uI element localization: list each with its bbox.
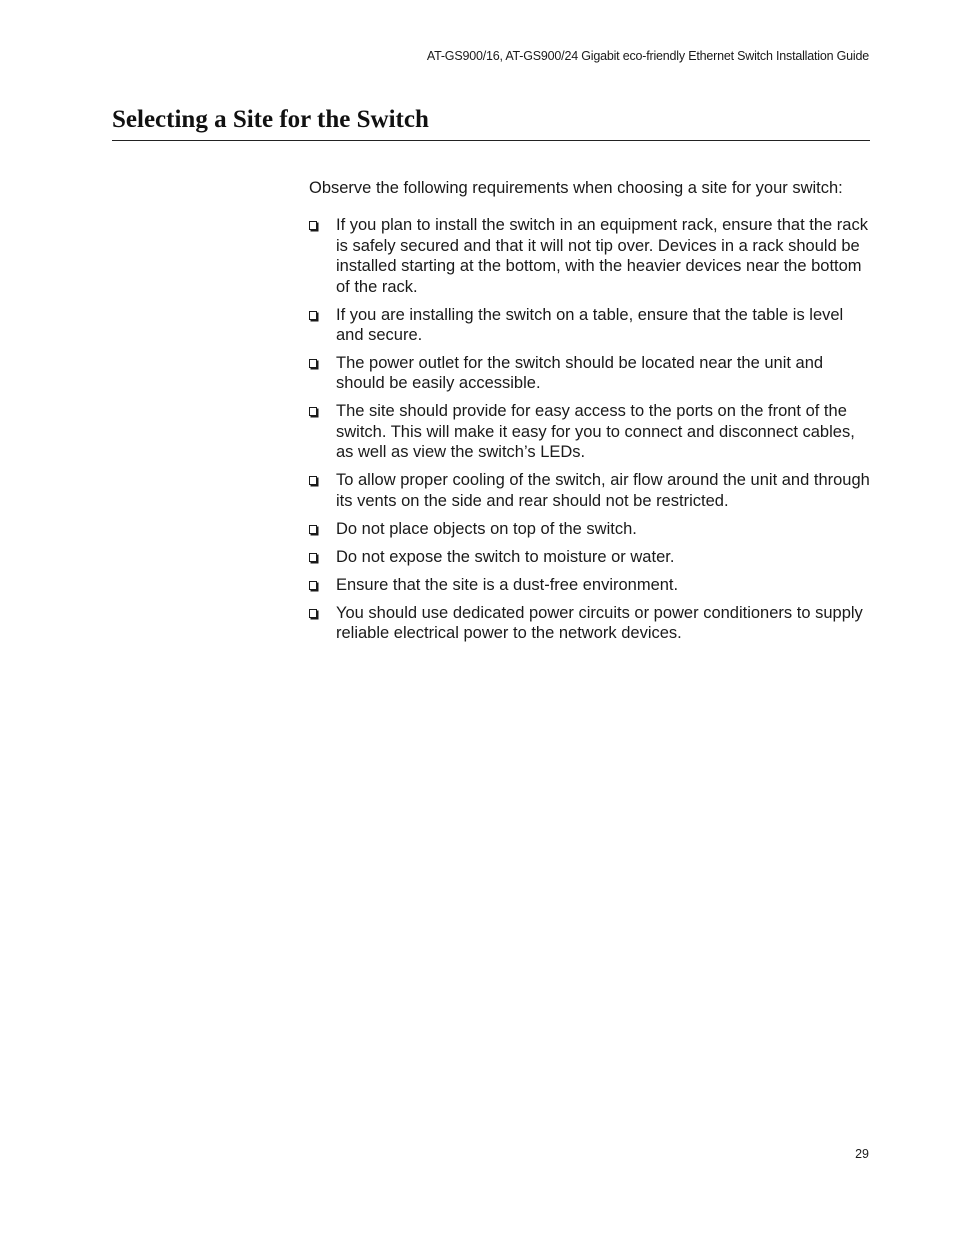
list-item-text: The power outlet for the switch should be located near the unit and should be easily accessible.: [336, 354, 824, 393]
list-item: [309, 470, 874, 511]
list-item: [309, 575, 874, 595]
requirements-list: [309, 215, 874, 643]
list-item-text: If you plan to install the switch in an equipment rack, ensure that the rack is safely secured and that it will not tip over. Devices in a rack should be installed starting at the bottom, with the heavier devices near the bottom of the rack.: [336, 216, 868, 296]
list-item: [309, 215, 874, 297]
checkbox-bullet-icon: [309, 581, 317, 590]
section-title: Selecting a Site for the Switch: [112, 106, 429, 133]
checkbox-bullet-icon: [309, 476, 317, 485]
checkbox-bullet-icon: [309, 311, 317, 320]
checkbox-bullet-icon: [309, 553, 317, 562]
checkbox-bullet-icon: [309, 359, 317, 368]
checkbox-bullet-icon: [309, 525, 317, 534]
list-item-text: Ensure that the site is a dust-free environment.: [336, 575, 679, 594]
list-item: [309, 547, 874, 567]
checkbox-bullet-icon: [309, 407, 317, 416]
section-body: [309, 178, 874, 651]
page-number: 29: [855, 1147, 869, 1161]
list-item: [309, 353, 874, 394]
list-item-text: To allow proper cooling of the switch, air flow around the unit and through its vents on the side and rear should not be restricted.: [336, 471, 870, 510]
list-item: [309, 401, 874, 462]
list-item-text: Do not expose the switch to moisture or water.: [336, 547, 675, 566]
list-item-text: If you are installing the switch on a table, ensure that the table is level and secure.: [336, 305, 844, 345]
list-item-text: The site should provide for easy access to the ports on the front of the switch. This will make it easy for you to connect and disconnect cables, as well as view the switch’s LEDs.: [336, 402, 855, 462]
list-item: [309, 519, 874, 539]
title-divider: [112, 140, 870, 141]
list-item: [309, 305, 874, 346]
checkbox-bullet-icon: [309, 221, 317, 230]
list-item-text: You should use dedicated power circuits or power conditioners to supply reliable electrical power to the network devices.: [336, 603, 863, 643]
intro-paragraph: Observe the following requirements when choosing a site for your switch:: [309, 179, 843, 197]
running-header: AT-GS900/16, AT-GS900/24 Gigabit eco-friendly Ethernet Switch Installation Guide: [426, 49, 869, 63]
list-item-text: Do not place objects on top of the switch.: [336, 519, 637, 538]
checkbox-bullet-icon: [309, 609, 317, 618]
list-item: [309, 603, 874, 644]
